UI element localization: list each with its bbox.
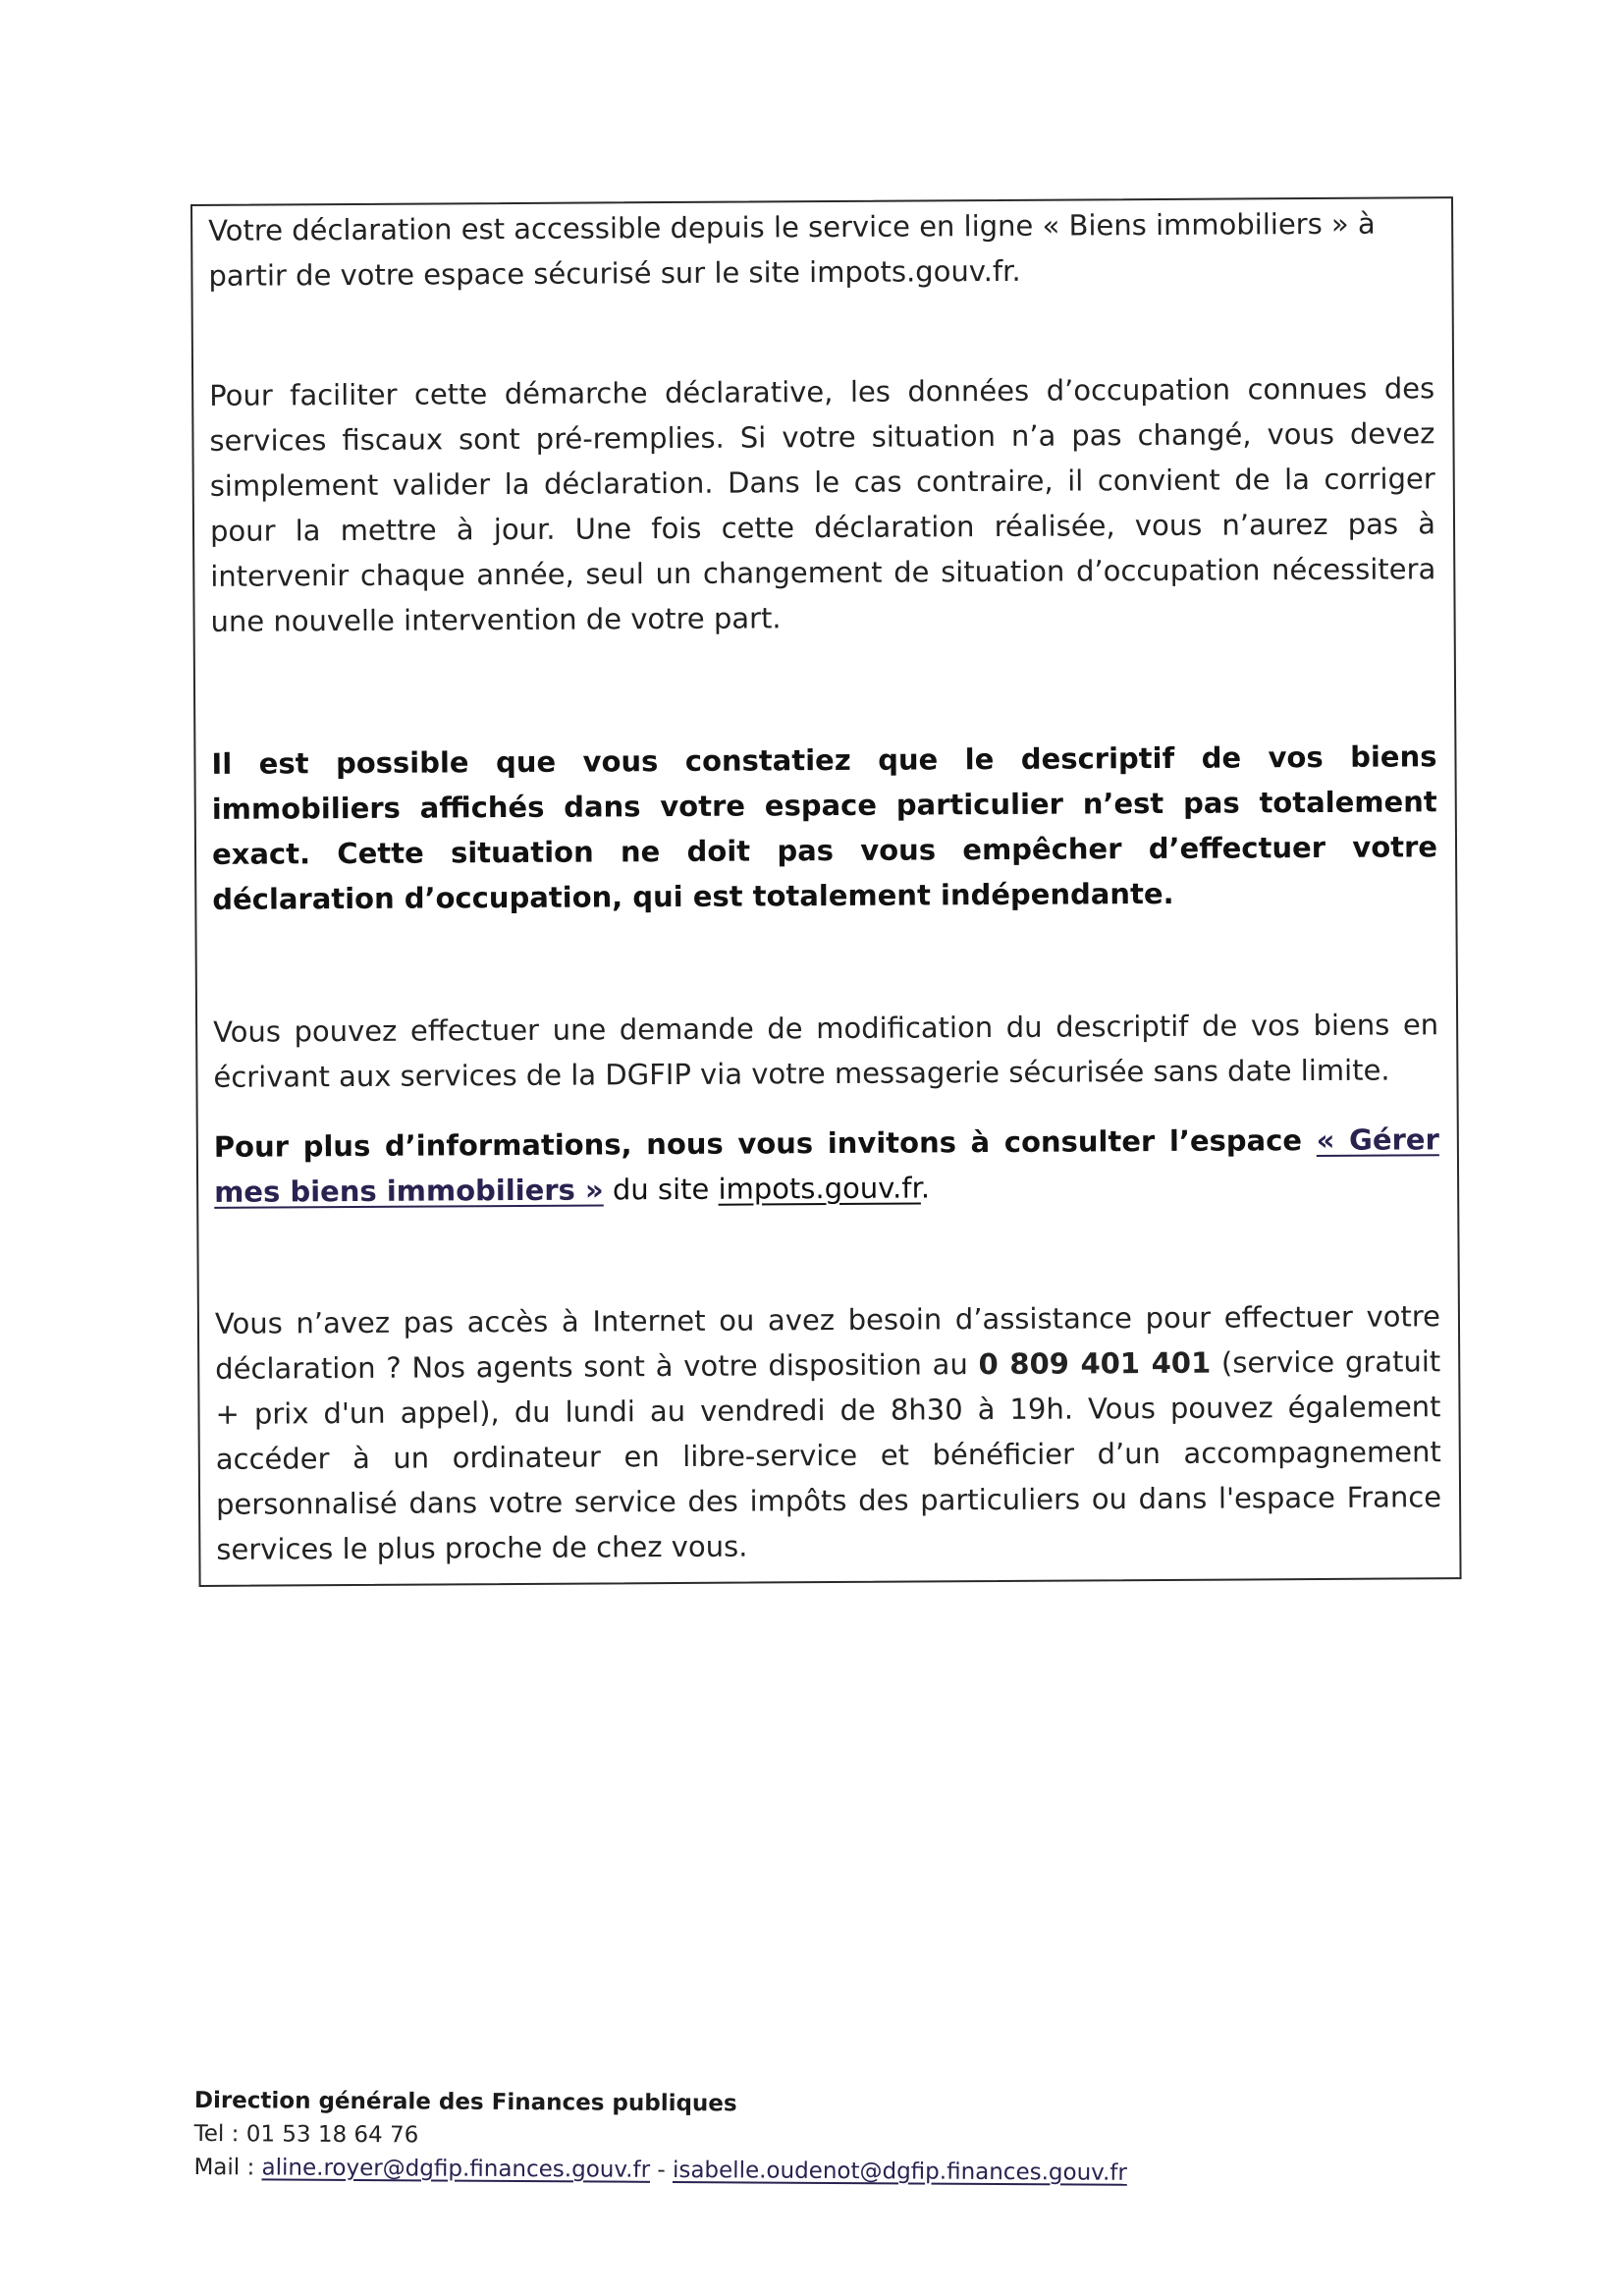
footer-mail-line	[193, 2151, 1273, 2191]
footer-mail-label: Mail :	[193, 2154, 262, 2181]
more-info-text-after: .	[920, 1171, 931, 1205]
paragraph-assistance	[215, 1293, 1442, 1572]
assistance-text-after: (service gratuit + prix d'un appel), du lundi au vendredi de 8h30 à 19h. Vous pouvez également accéder à un ordinateur en libre-service et bénéficier d’un accompagnement personnalisé dans votre service des impôts des particuliers ou dans l'espace France services le plus proche de chez vous.	[215, 1344, 1442, 1566]
footer-telephone: Tel : 01 53 18 64 76	[193, 2120, 419, 2149]
assistance-text-before: Vous n’avez pas accès à Internet ou avez besoin d’assistance pour effectuer votre déclaration ? Nos agents sont à votre disposition au	[214, 1299, 1441, 1386]
footer-contact	[193, 2084, 1274, 2191]
paragraph-modification-request: Vous pouvez effectuer une demande de modification du descriptif de vos biens en écrivant aux services de la DGFIP via votre messagerie sécurisée sans date limite.	[213, 1008, 1439, 1094]
email-link-isabelle-oudenot[interactable]: isabelle.oudenot@dgfip.finances.gouv.fr	[672, 2157, 1127, 2186]
footer-mail-separator: -	[650, 2157, 674, 2183]
email-link-aline-royer[interactable]: aline.royer@dgfip.finances.gouv.fr	[261, 2155, 651, 2183]
paragraph-more-info	[214, 1117, 1440, 1215]
paragraph-prefilled-data: Pour faciliter cette démarche déclarative, les données d’occupation connues des services fiscaux sont pré-remplies. Si votre situation n’a pas changé, vous devez simplement valider la déclaration. Dans le cas contraire, il convient de la corriger pour la mettre à jour. Une fois cette déclaration réalisée, vous n’aurez pas à intervenir chaque année, seul un changement de situation d’occupation nécessitera une nouvelle intervention de votre part.	[209, 371, 1436, 638]
paragraph-online-service: Votre déclaration est accessible depuis le service en ligne « Biens immobiliers » à partir de votre espace sécurisé sur le site impots.gouv.fr.	[208, 206, 1376, 293]
paragraph-descriptive-notice: Il est possible que vous constatiez que le descriptif de vos biens immobiliers affichés dans votre espace particulier n’est pas totalement exact. Cette situation ne doit pas vous empêcher d’effectuer votre déclaration d’occupation, qui est totalement indépendante.	[211, 739, 1438, 916]
phone-number: 0 809 401 401	[978, 1345, 1212, 1382]
more-info-text-before: Pour plus d’informations, nous vous invitons à consulter l’espace	[213, 1123, 1317, 1164]
more-info-text-middle: du site	[603, 1172, 719, 1207]
manage-property-link[interactable]: « Gérer mes biens immobiliers »	[214, 1122, 1439, 1209]
footer-organization: Direction générale des Finances publiques	[193, 2088, 737, 2117]
impots-site-link[interactable]: impots.gouv.fr	[718, 1171, 921, 1206]
info-box	[190, 196, 1462, 1587]
